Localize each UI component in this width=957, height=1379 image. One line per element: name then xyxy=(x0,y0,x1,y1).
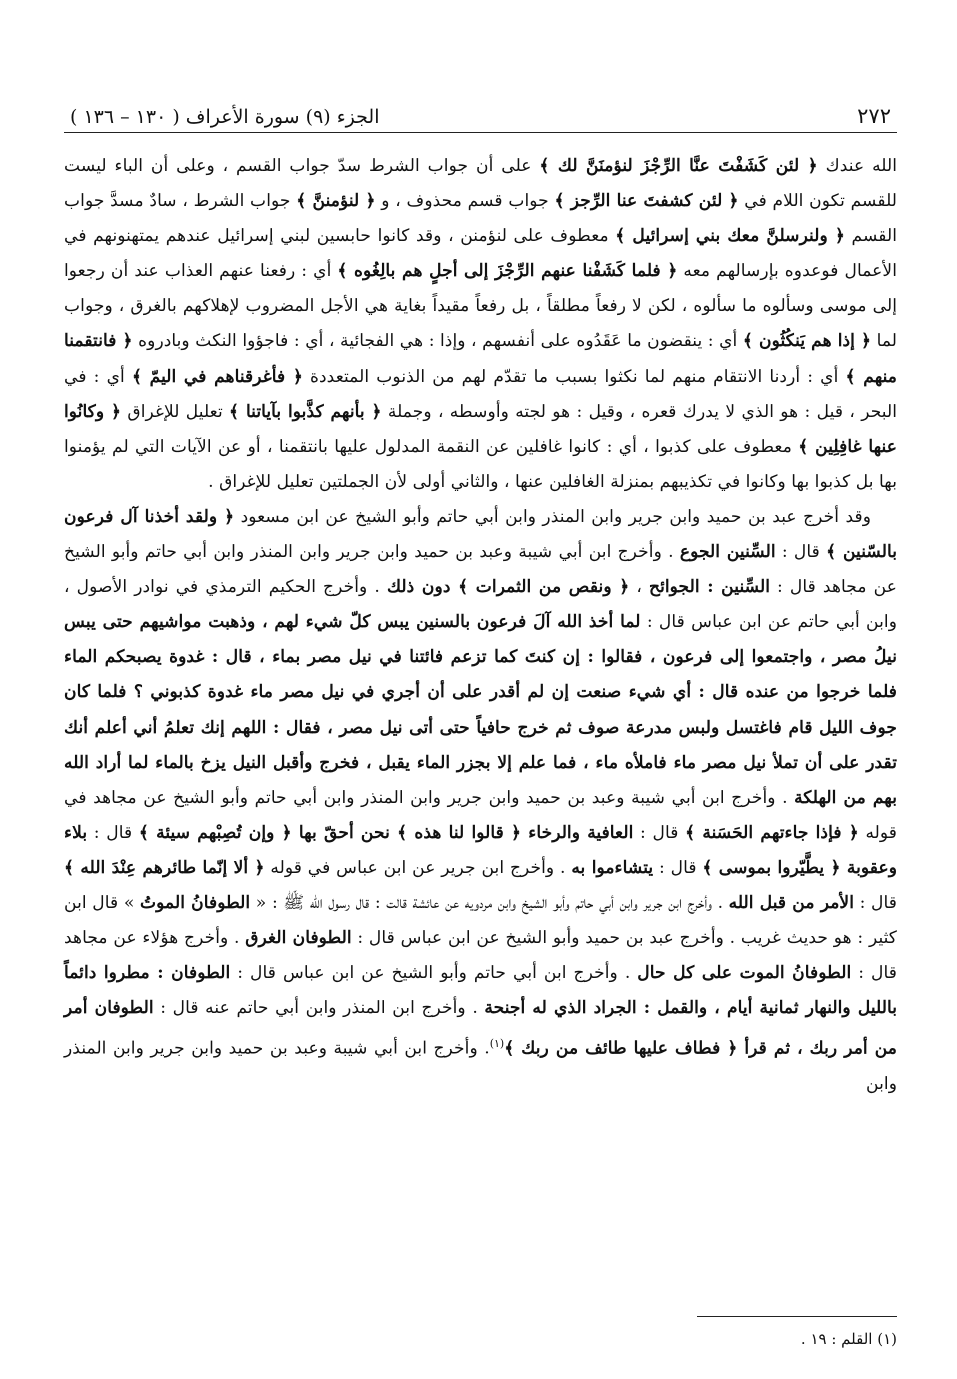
text-segment: . وأخرج ابن جرير وابن أبي حاتم وأبو الشيخ وابن مردويه عن عائشة قالت : قال رسول الله ﷺ : « xyxy=(250,892,729,913)
text-segment: . وأخرج ابن أبي شيبة وعبد بن حميد وابن جرير وابن المنذر وابن أبي حاتم وأبو الشيخ عن مجاهد قال : xyxy=(64,542,897,598)
text-segment: . وأخرج ابن جرير عن ابن عباس في قوله xyxy=(264,857,572,878)
quran-verse: ﴿ لئن كشفتَ عنا الرِّجز ﴾ xyxy=(554,191,739,212)
text-segment: قال : xyxy=(853,892,897,913)
text-segment: » قال ابن كثير : هو حديث غريب . وأخرج عبد بن حميد وأبو الشيخ عن ابن عباس قال : xyxy=(64,892,897,949)
page-number: ٢٧٢ xyxy=(857,104,891,128)
narration-quote: بلاء وعقوبة xyxy=(64,822,898,878)
narration-quote: العافية والرخاء xyxy=(528,822,634,843)
text-segment: جواب قسم محذوف ، و xyxy=(375,191,555,212)
body-text xyxy=(64,149,897,1102)
quran-verse: ﴿ فطاف عليها طائف من ربك ﴾ xyxy=(504,1039,738,1060)
text-segment: ، xyxy=(629,577,649,598)
quran-verse: ﴿ يطَّيّروا بموسى ﴾ xyxy=(702,857,847,878)
footnote-marker: (١) xyxy=(489,1037,505,1051)
quran-verse: ﴿ ونقص من الثمرات ﴾ xyxy=(458,577,630,598)
text-segment: قال : xyxy=(653,857,703,878)
narration-quote: الطوفان : مطروا دائماً بالليل والنهار ثمانية أيام ، والقمل : الجراد الذي له أجنحة xyxy=(64,963,897,1019)
quran-verse: ﴿ لئن كَشَفْتَ عنَّا الرِّجْزَ لنؤمنَنَّ لك ﴾ xyxy=(539,156,818,176)
quran-verse: ﴿ لنؤمننَّ ﴾ xyxy=(296,191,376,212)
footnote: (١) القلم : ١٩ . xyxy=(800,1330,897,1348)
book-page xyxy=(64,88,897,1378)
narration-quote: نحن أحقّ بها xyxy=(291,822,398,843)
header-title: الجزء (٩) سورة الأعراف ( ١٣٠ – ١٣٦ ) xyxy=(70,106,380,128)
text-segment: . وأخرج الحكيم الترمذي في نوادر الأصول ، وابن أبي حاتم عن ابن عباس قال : xyxy=(64,577,897,633)
quran-verse: ﴿ ولقد أخذنا آل فرعون بالسّنين ﴾ xyxy=(64,506,897,563)
quran-verse: ﴿ فانتقمنا منهم ﴾ xyxy=(64,331,898,387)
text-segment: وقد أخرج عبد بن حميد وابن جرير وابن المنذر وابن أبي حاتم وأبو الشيخ عن ابن مسعود xyxy=(234,506,871,527)
text-segment: معطوف على لنؤمنن ، وقد كانوا حابسين لبني إسرائيل عندهم يمتهنونهم في الأعمال فوعدوه بإرسالهم معه xyxy=(64,226,897,282)
narration-quote: الطوفانُ الموت على كل حال xyxy=(637,963,852,984)
narration-quote: الطوفانُ الموتُ xyxy=(139,892,251,913)
text-segment: قال : xyxy=(775,542,827,563)
narration-quote: دون ذلك xyxy=(386,577,459,598)
quran-verse: ﴿ فأغرقناهم في اليمّ ﴾ xyxy=(131,366,303,387)
text-segment: قال : xyxy=(87,822,139,843)
text-segment: أي : رفعنا عنهم العذاب عند أن رجعوا إلى موسى وسألوه ما سألوه ، لكن لا رفعاً مطلقاً ، بل رفعاً مقيداً بغاية هي الأجل المضروب لإهلاكهم بالغرق ، وجواب لما xyxy=(64,261,897,352)
quran-verse: ﴿ فلما كَشَفْنا عنهم الرِّجْزَ إلى أجلٍ هم بالِغُوه ﴾ xyxy=(337,261,678,282)
text-segment: على أن جواب الشرط سدّ جواب القسم ، وعلى أن الباء ليست للقسم تكون اللام في xyxy=(64,156,898,212)
narration-quote: الطوفان الغرق xyxy=(245,928,352,949)
text-segment: أي : في البحر ، قيل : هو الذي لا يدرك قعره ، وقيل : هو لجته وأوسطه ، وجملة xyxy=(64,366,897,422)
quran-verse: ﴿ ألا إنّما طائرهم عِنْدَ الله ﴾ xyxy=(64,857,265,878)
text-segment: . وأخرج هؤلاء عن مجاهد قال : xyxy=(64,928,897,984)
narration-quote: السِّنين الجوع xyxy=(679,542,776,563)
quran-verse: ﴿ وكانُوا عنها غافِلِين ﴾ xyxy=(64,401,897,457)
text-segment: تعليل للإغراق xyxy=(121,401,230,422)
text-segment: . وأخرج ابن أبي شيبة وعبد بن حميد وابن جرير وابن المنذر وابن أبي حاتم وأبو الشيخ عن مجاهد في قوله xyxy=(64,787,898,843)
text-segment: . وأخرج ابن المنذر وابن أبي حاتم عنه قال : xyxy=(153,998,485,1019)
narration-quote: السِّنين : الجوائح xyxy=(649,577,770,598)
narrations-paragraph xyxy=(64,500,897,1102)
quran-verse: ﴿ فإذا جاءتهم الحَسَنة ﴾ xyxy=(685,822,859,843)
text-segment: أي : أردنا الانتقام منهم لما نكثوا بسبب ما تقدّم لهم من الذنوب المتعددة xyxy=(302,366,846,387)
narration-quote: يتشاءموا به xyxy=(571,857,654,878)
text-segment: معطوف على كذبوا ، أي : كانوا غافلين عن النقمة المدلول عليها بانتقمنا ، أو عن الآيات التي لم يؤمنوا بها بل كذبوا بها وكانوا في تكذيبهم بمنزلة الغافلين عنها ، والثاني أولى لأن الجملتين تعليل للإغراق . xyxy=(64,436,897,492)
narration-quote: لما أخذ الله آلَ فرعون بالسنين يبس كلّ شيء لهم ، وذهبت مواشيهم حتى يبس نيلُ مصر ، واجتمعوا إلى فرعون ، فقالوا : إن كنتَ كما تزعم فائتنا في نيل مصر بماء ، قال : غدوة يصبحكم الماء فلما خرجوا من عنده قال : أي شيء صنعت إن لم أقدر على أن أجري في نيل مصر ماء غدوة كذبوني ؟ فلما كان جوف الليل قام فاغتسل ولبس مدرعة صوف ثم خرج حافياً حتى أتى نيل مصر ، فقال : اللهم إنك تعلمُ أني أعلم أنك تقدر على أن تملأ نيل مصر ماء فاملأه ماء ، فما علم إلا بجزر الماء يقبل ، فخرج وأقبل النيل يزخ بالماء لما أراد الله بهم من الهلكة xyxy=(64,612,897,808)
narration-quote: الطوفان أمر من أمر ربك ، ثم قرأ xyxy=(64,998,897,1060)
quran-verse: ﴿ بأنهم كذَّبوا بآياتنا ﴾ xyxy=(229,401,382,422)
quran-verse: ﴿ إذا هم يَنكُثُون ﴾ xyxy=(742,331,872,352)
narration-quote: الأمر من قبل الله xyxy=(728,892,854,913)
running-header xyxy=(64,88,897,133)
text-segment: أي : ينقضون ما عَقَدُوه على أنفسهم ، وإذا : هي الفجائية ، أي : فاجؤوا النكث وبادروه xyxy=(132,331,743,352)
commentary-paragraph xyxy=(64,149,897,500)
text-segment: جواب الشرط ، سادٌ مسدَّ جواب القسم xyxy=(64,191,897,247)
text-segment: . وأخرج ابن أبي شيبة وعبد بن حميد وابن جرير وابن المنذر وابن xyxy=(64,1039,897,1095)
quran-verse: ﴿ قالوا لنا هذه ﴾ xyxy=(397,822,529,843)
footnote-divider xyxy=(697,1316,897,1317)
text-segment: . وأخرج ابن أبي حاتم وأبو الشيخ عن ابن عباس قال : xyxy=(230,963,638,984)
quran-verse: ﴿ وإن تُصِبْهم سيئة ﴾ xyxy=(138,822,292,843)
text-segment: قال : xyxy=(633,822,686,843)
quran-verse: ﴿ ولنرسلنَّ معك بني إسرائيل ﴾ xyxy=(615,226,845,247)
text-segment: الله عندك xyxy=(817,156,897,176)
